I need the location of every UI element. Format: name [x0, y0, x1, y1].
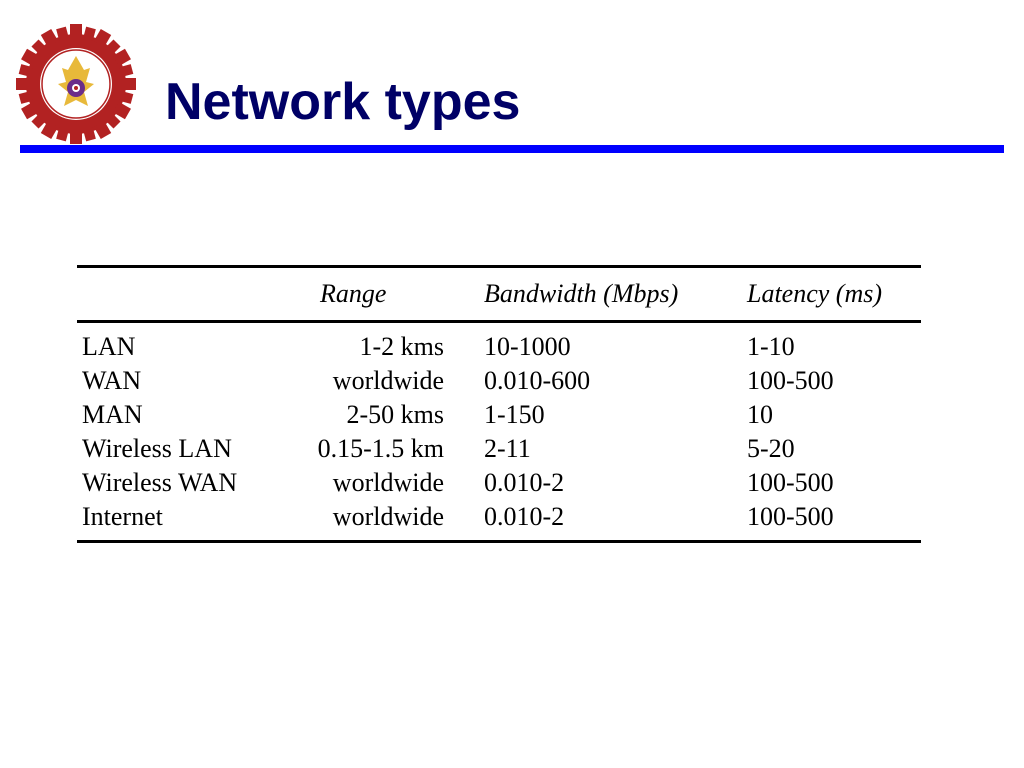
cell-latency: 1-10 — [747, 332, 795, 361]
cell-network: WAN — [82, 366, 142, 395]
cell-latency: 10 — [747, 400, 773, 429]
table-row — [77, 500, 921, 542]
network-types-table-container — [77, 265, 921, 543]
cell-bandwidth: 0.010-2 — [484, 468, 565, 497]
title-underline — [20, 145, 1004, 153]
table-row — [77, 432, 921, 466]
cell-range: worldwide — [332, 468, 444, 497]
table-row — [77, 364, 921, 398]
slide-title: Network types — [165, 73, 521, 131]
cell-network: MAN — [82, 400, 143, 429]
cell-bandwidth: 1-150 — [484, 400, 545, 429]
university-logo-icon — [14, 22, 138, 146]
cell-bandwidth: 0.010-600 — [484, 366, 591, 395]
cell-range: 0.15-1.5 km — [317, 434, 444, 463]
table-header-row — [77, 267, 921, 322]
cell-network: Internet — [82, 502, 163, 531]
cell-range: worldwide — [332, 366, 444, 395]
network-types-table — [77, 265, 921, 543]
table-row — [77, 398, 921, 432]
header-range: Range — [320, 279, 387, 308]
header-bandwidth: Bandwidth (Mbps) — [484, 279, 679, 308]
header-network — [77, 267, 274, 322]
cell-network: LAN — [82, 332, 136, 361]
cell-latency: 100-500 — [747, 468, 834, 497]
cell-range: worldwide — [332, 502, 444, 531]
cell-bandwidth: 2-11 — [484, 434, 531, 463]
table-row — [77, 322, 921, 365]
cell-network: Wireless LAN — [82, 434, 232, 463]
cell-latency: 100-500 — [747, 366, 834, 395]
cell-latency: 100-500 — [747, 502, 834, 531]
cell-network: Wireless WAN — [82, 468, 238, 497]
table-row — [77, 466, 921, 500]
cell-latency: 5-20 — [747, 434, 795, 463]
cell-range: 2-50 kms — [346, 400, 444, 429]
cell-range: 1-2 kms — [359, 332, 444, 361]
header-latency: Latency (ms) — [747, 279, 883, 308]
cell-bandwidth: 10-1000 — [484, 332, 571, 361]
cell-bandwidth: 0.010-2 — [484, 502, 565, 531]
